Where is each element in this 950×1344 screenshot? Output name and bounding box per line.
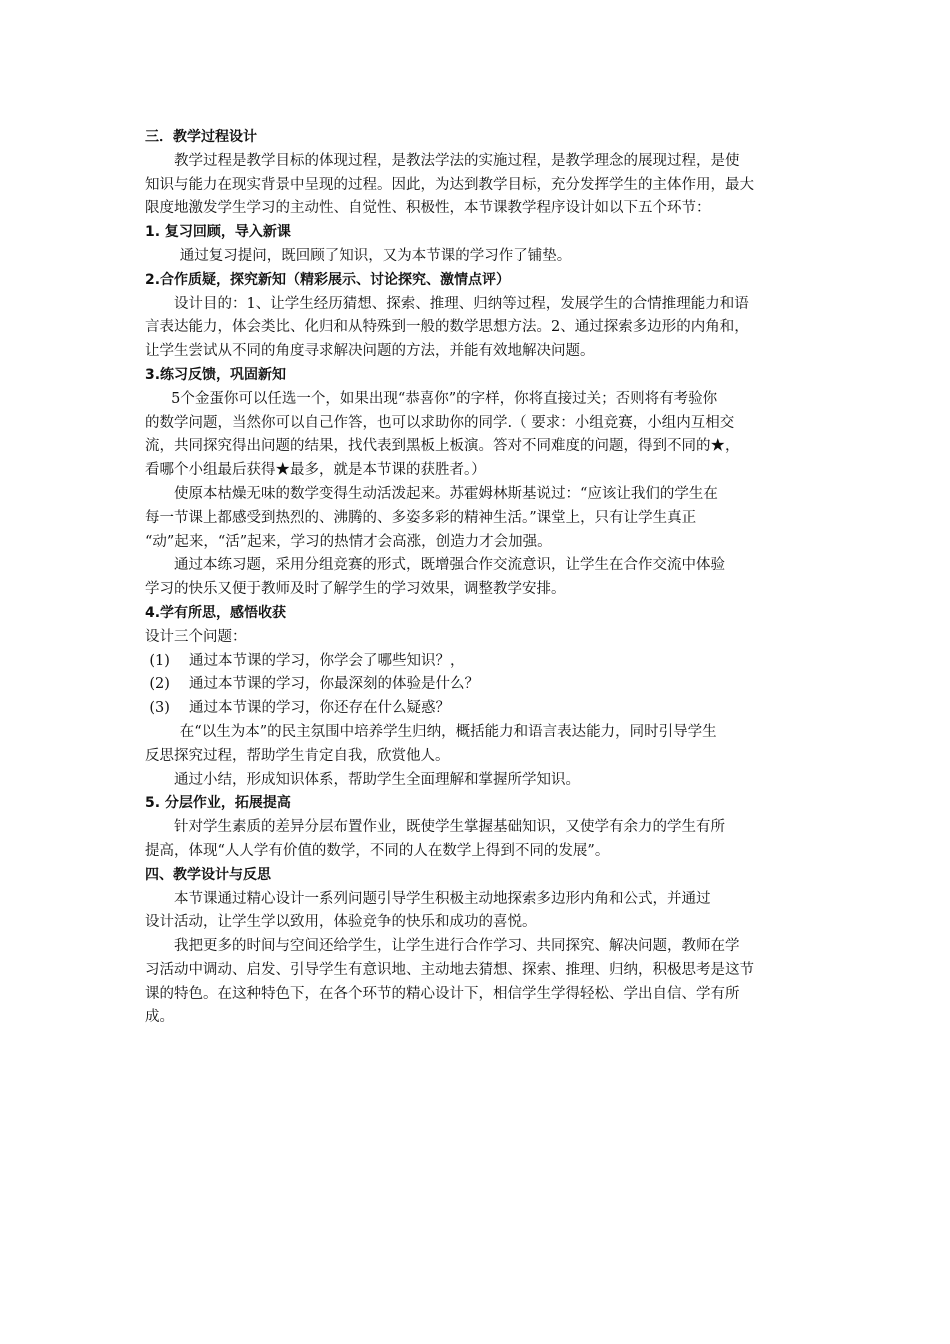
step-5-title: 5. 分层作业，拓展提高 xyxy=(145,795,291,812)
step-2-text-line-1: 设计目的：1、让学生经历猜想、探索、推理、归纳等过程，发展学生的合情推理能力和语 xyxy=(174,295,749,312)
step-4-p1-line-1: 在“以生为本”的民主氛围中培养学生归纳，概括能力和语言表达能力，同时引导学生 xyxy=(179,723,717,740)
section-4-p2-line-3: 课的特色。在这种特色下，在各个环节的精心设计下，相信学生学得轻松、学出自信、学有所 xyxy=(145,985,740,1002)
section-4-p1-line-1: 本节课通过精心设计一系列问题引导学生积极主动地探索多边形内角和公式，并通过 xyxy=(174,890,711,907)
section-4-p2-line-2: 习活动中调动、启发、引导学生有意识地、主动地去猜想、探索、推理、归纳，积极思考是这节 xyxy=(145,961,754,978)
step-4-p2: 通过小结，形成知识体系，帮助学生全面理解和掌握所学知识。 xyxy=(174,771,580,788)
step-3-p1-line-2: 的数学问题，当然你可以自己作答，也可以求助你的同学.（ 要求：小组竞赛，小组内互相交 xyxy=(145,414,735,431)
step-3-p3-line-2: 学习的快乐又便于教师及时了解学生的学习效果，调整教学安排。 xyxy=(145,581,566,598)
section-3-intro-line-2: 知识与能力在现实背景中呈现的过程。因此，为达到教学目标，充分发挥学生的主体作用，最大 xyxy=(145,176,754,193)
step-3-p2-line-3: “动”起来，“活”起来，学习的热情才会高涨，创造力才会加强。 xyxy=(145,533,552,550)
section-4-p1-line-2: 设计活动，让学生学以致用，体验竞争的快乐和成功的喜悦。 xyxy=(145,914,537,931)
step-2-text-line-2: 言表达能力，体会类比、化归和从特殊到一般的数学思想方法。2、通过探索多边形的内角和， xyxy=(145,319,749,336)
step-4-lead: 设计三个问题： xyxy=(145,628,247,645)
step-3-p1-line-1: 5个金蛋你可以任选一个，如果出现“恭喜你”的字样，你将直接过关；否则将有考验你 xyxy=(171,390,718,407)
step-3-p3-line-1: 通过本练习题，采用分组竞赛的形式，既增强合作交流意识，让学生在合作交流中体验 xyxy=(174,557,725,574)
step-4-question-2: (2) 通过本节课的学习，你最深刻的体验是什么？ xyxy=(149,676,479,693)
section-3-title: 三．教学过程设计 xyxy=(145,129,257,145)
section-3-intro-line-1: 教学过程是教学目标的体现过程，是教法学法的实施过程，是教学理念的展现过程，是使 xyxy=(174,152,740,169)
step-4-question-1: (1) 通过本节课的学习，你学会了哪些知识？， xyxy=(149,652,465,669)
step-3-p1-line-4: 看哪个小组最后获得★最多，就是本节课的获胜者。） xyxy=(145,462,486,479)
step-5-text-line-1: 针对学生素质的差异分层布置作业，既使学生掌握基础知识，又使学有余力的学生有所 xyxy=(174,819,725,836)
step-4-p1-line-2: 反思探究过程，帮助学生肯定自我，欣赏他人。 xyxy=(145,747,450,764)
step-1-title: 1. 复习回顾，导入新课 xyxy=(145,224,291,241)
section-3-intro-line-3: 限度地激发学生学习的主动性、自觉性、积极性，本节课教学程序设计如以下五个环节： xyxy=(145,200,711,217)
step-3-p1-line-3: 流，共同探究得出问题的结果，找代表到黑板上板演。答对不同难度的问题，得到不同的★， xyxy=(145,438,740,455)
step-1-text: 通过复习提问，既回顾了知识，又为本节课的学习作了铺垫。 xyxy=(179,247,572,264)
document-page xyxy=(145,126,810,1030)
section-4-p2-line-1: 我把更多的时间与空间还给学生，让学生进行合作学习、共同探究、解决问题，教师在学 xyxy=(174,938,740,955)
step-3-p2-line-2: 每一节课上都感受到热烈的、沸腾的、多姿多彩的精神生活。”课堂上，只有让学生真正 xyxy=(145,509,697,526)
step-2-title: 2.合作质疑，探究新知（精彩展示、讨论探究、激情点评） xyxy=(145,271,511,288)
section-4-p2-line-4: 成。 xyxy=(145,1009,174,1026)
step-4-question-3: (3) 通过本节课的学习，你还存在什么疑惑？ xyxy=(149,700,450,717)
step-2-text-line-3: 让学生尝试从不同的角度寻求解决问题的方法，并能有效地解决问题。 xyxy=(145,343,595,360)
step-4-title: 4.学有所思，感悟收获 xyxy=(145,604,287,621)
step-3-title: 3.练习反馈，巩固新知 xyxy=(145,366,287,383)
section-4-title: 四、教学设计与反思 xyxy=(145,866,271,883)
step-5-text-line-2: 提高，体现“人人学有价值的数学，不同的人在数学上得到不同的发展”。 xyxy=(145,842,610,859)
step-3-p2-line-1: 使原本枯燥无味的数学变得生动活泼起来。苏霍姆林斯基说过：“应该让我们的学生在 xyxy=(174,485,718,502)
